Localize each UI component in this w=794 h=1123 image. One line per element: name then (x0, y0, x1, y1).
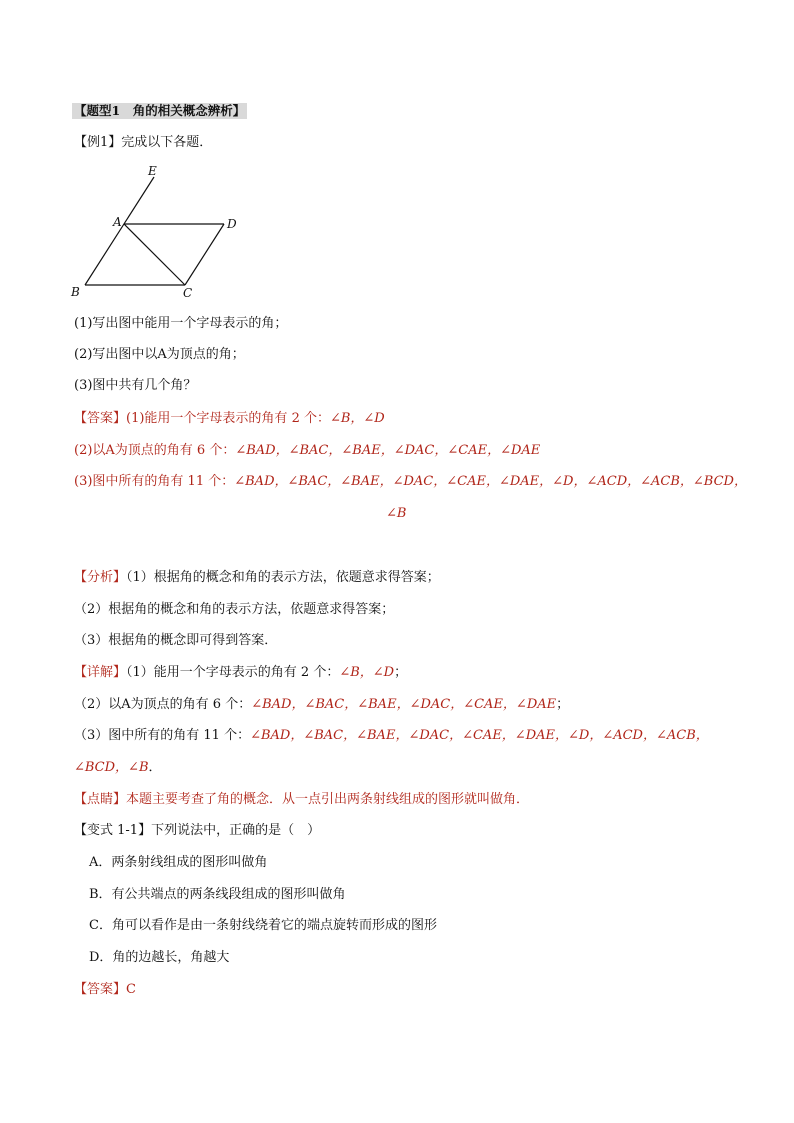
comment-label: 【点睛】 (74, 792, 127, 807)
answer-line2-prefix: (2)以A为顶点的角有 6 个： (74, 443, 236, 458)
variant-header (74, 822, 320, 840)
analysis-line-3: （3）根据角的概念即可得到答案． (74, 633, 278, 648)
answer-line-2 (74, 442, 540, 460)
answer-line1-math: ∠B，∠D (329, 411, 385, 426)
option-c: C．角可以看作是由一条射线绕着它的端点旋转而形成的图形 (89, 918, 437, 933)
answer-line-3-tail: ∠B (386, 506, 407, 521)
detail-line-1 (74, 664, 407, 682)
answer-line-3 (74, 473, 747, 491)
question-1: (1)写出图中能用一个字母表示的角； (74, 316, 288, 331)
option-a: A．两条射线组成的图形叫做角 (89, 855, 268, 870)
answer-line3-prefix: (3)图中所有的角有 11 个： (74, 474, 235, 489)
option-d: D．角的边越长，角越大 (89, 950, 230, 965)
geometry-figure (60, 160, 250, 305)
analysis-line-2: （2）根据角的概念和角的表示方法，依题意求得答案； (74, 602, 395, 617)
detail-line4-math: ∠BCD，∠B (74, 760, 149, 775)
variant-label: 【变式 1-1】 (74, 823, 152, 838)
answer-line-1 (74, 410, 385, 428)
comment-text: 本题主要考查了角的概念．从一点引出两条射线组成的图形就叫做角． (126, 792, 530, 807)
detail-line1-math: ∠B，∠D (339, 665, 395, 680)
point-label-A: A (113, 215, 122, 229)
variant-answer-value: C (126, 982, 136, 997)
detail-line3-math: ∠BAD，∠BAC，∠BAE，∠DAC，∠CAE，∠DAE，∠D，∠ACD，∠ACB， (250, 728, 709, 743)
detail-label: 【详解】 (74, 665, 127, 680)
detail-line1-prefix: （1）能用一个字母表示的角有 2 个： (126, 665, 340, 680)
variant-answer-label: 【答案】 (74, 982, 127, 997)
segment-AC (124, 224, 185, 285)
analysis-label: 【分析】 (74, 570, 127, 585)
answer-line3-math: ∠BAD，∠BAC，∠BAE，∠DAC，∠CAE，∠DAE，∠D，∠ACD，∠ACB，∠BCD， (234, 474, 747, 489)
answer-line1-prefix: (1)能用一个字母表示的角有 2 个： (126, 411, 330, 426)
point-label-D: D (227, 217, 237, 231)
detail-line-2 (74, 696, 569, 714)
detail-line-3 (74, 727, 709, 745)
answer-label: 【答案】 (74, 411, 127, 426)
detail-line4-suffix: ． (148, 760, 162, 775)
variant-text: 下列说法中，正确的是（ ） (151, 823, 321, 838)
analysis-line-1 (74, 569, 440, 587)
detail-line-4 (74, 759, 162, 777)
question-3: (3)图中共有几个角？ (74, 378, 197, 393)
detail-line2-math: ∠BAD，∠BAC，∠BAE，∠DAC，∠CAE，∠DAE (251, 697, 557, 712)
example-text: 完成以下各题． (121, 135, 213, 150)
variant-answer (74, 981, 136, 999)
detail-line3-prefix: （3）图中所有的角有 11 个： (74, 728, 251, 743)
ray-AE (85, 177, 154, 285)
point-label-B: B (71, 285, 80, 299)
point-label-C: C (183, 286, 193, 300)
detail-line2-suffix: ； (556, 697, 570, 712)
segment-CD (185, 224, 224, 285)
section-title: 【题型1 角的相关概念辨析】 (74, 103, 246, 118)
question-2: (2)写出图中以A为顶点的角； (74, 347, 245, 362)
detail-line1-suffix: ； (394, 665, 408, 680)
point-label-E: E (148, 164, 157, 178)
answer-line2-math: ∠BAD，∠BAC，∠BAE，∠DAC，∠CAE，∠DAE (235, 443, 541, 458)
detail-line2-prefix: （2）以A为顶点的角有 6 个： (74, 697, 252, 712)
option-b: B．有公共端点的两条线段组成的图形叫做角 (89, 887, 346, 902)
example-header (74, 134, 212, 152)
comment-line (74, 791, 529, 809)
example-label: 【例1】 (74, 135, 122, 150)
analysis-line1-text: （1）根据角的概念和角的表示方法，依题意求得答案； (126, 570, 440, 585)
